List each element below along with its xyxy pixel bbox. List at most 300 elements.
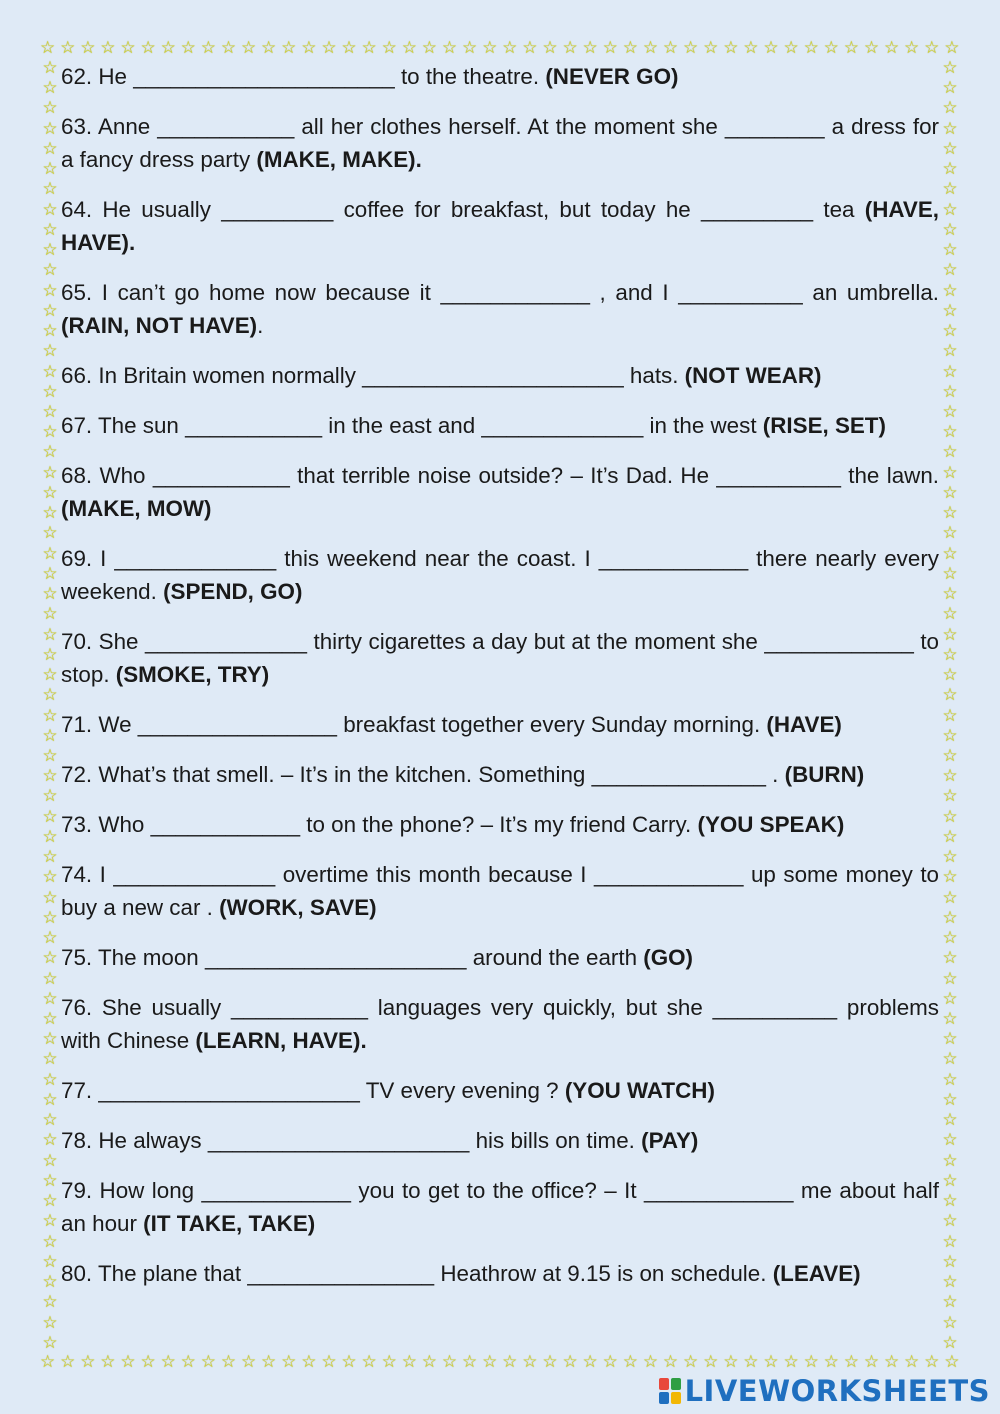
exercise-text: 71. We [61,712,138,737]
star-icon: ☆ [140,38,156,57]
answer-blank[interactable]: ____________ [150,812,301,837]
star-icon: ☆ [942,1029,958,1049]
star-icon: ☆ [942,1312,958,1332]
answer-blank[interactable]: ________ [724,114,825,139]
star-icon: ☆ [942,523,958,543]
exercise-text: overtime this month because I [275,862,595,887]
star-icon: ☆ [942,300,958,320]
exercise-text: 67. The sun [61,413,186,438]
star-icon: ☆ [42,1029,58,1049]
star-icon: ☆ [942,1211,958,1231]
star-icon: ☆ [942,503,958,523]
star-icon: ☆ [942,907,958,927]
star-icon: ☆ [281,1352,297,1371]
verb-hint: (LEARN, HAVE). [195,1028,367,1053]
star-icon: ☆ [942,1130,958,1150]
star-icon: ☆ [823,1352,839,1371]
star-icon: ☆ [42,867,58,887]
star-icon: ☆ [261,38,277,57]
exercise-text: thirty cigarettes a day but at the moment she [306,629,765,654]
star-icon: ☆ [42,321,58,341]
star-icon: ☆ [942,199,958,219]
star-icon: ☆ [42,563,58,583]
star-icon: ☆ [180,38,196,57]
exercise-77 [61,1074,939,1107]
star-icon: ☆ [562,1352,578,1371]
exercise-text: in the west [643,413,763,438]
star-icon: ☆ [421,38,438,57]
exercise-text: 63. Anne [61,114,158,139]
star-icon: ☆ [42,543,58,563]
answer-blank[interactable]: __________ [712,995,838,1020]
star-icon: ☆ [100,1352,116,1371]
star-icon: ☆ [42,280,58,300]
exercise-text: tea [813,197,865,222]
star-icon: ☆ [942,948,958,968]
star-icon: ☆ [42,219,58,239]
star-icon: ☆ [942,766,958,786]
star-icon: ☆ [42,1312,58,1332]
star-icon: ☆ [42,138,58,158]
star-icon: ☆ [401,38,417,57]
verb-hint: (BURN) [784,762,865,787]
star-icon: ☆ [942,1272,958,1292]
star-icon: ☆ [42,685,58,705]
star-icon: ☆ [42,503,58,523]
star-icon: ☆ [942,725,958,745]
exercise-text: 72. What’s that smell. – It’s in the kitchen. Something [61,762,592,787]
exercise-80 [61,1257,939,1290]
star-icon: ☆ [942,341,958,361]
exercise-text: 79. How long [61,1178,202,1203]
star-icon: ☆ [42,58,58,77]
star-icon: ☆ [42,968,58,988]
answer-blank[interactable]: ____________ [764,629,914,654]
star-icon: ☆ [42,665,58,685]
exercise-text: . [765,762,785,787]
exercise-text: his bills on time. [469,1128,642,1153]
star-icon: ☆ [42,584,58,604]
verb-hint: (SPEND, GO) [163,579,303,604]
answer-blank[interactable]: ______________ [591,762,766,787]
answer-blank[interactable]: ___________ [157,114,295,139]
exercise-text: 73. Who [61,812,151,837]
star-icon: ☆ [944,38,960,57]
star-icon: ☆ [703,38,719,57]
star-icon: ☆ [942,705,958,725]
star-icon: ☆ [200,1352,216,1371]
star-icon: ☆ [42,604,58,624]
verb-hint: (MAKE, MAKE). [256,147,422,172]
exercise-text: this weekend near the coast. I [276,546,599,571]
logo-icon-square [659,1378,669,1390]
star-icon: ☆ [783,38,799,57]
star-icon: ☆ [42,98,58,118]
star-icon: ☆ [942,624,958,644]
star-icon: ☆ [942,482,958,502]
star-icon: ☆ [42,928,58,948]
exercise-text: me about half an hour [61,1178,939,1236]
star-icon: ☆ [80,1352,96,1371]
star-icon: ☆ [942,1231,958,1251]
star-icon: ☆ [441,38,458,57]
star-icon: ☆ [140,1352,156,1371]
star-icon: ☆ [542,38,558,57]
verb-hint: (PAY) [641,1128,699,1153]
exercise-70 [61,625,939,691]
star-icon: ☆ [942,1069,958,1089]
exercise-text: 77. [61,1078,99,1103]
answer-blank[interactable]: _____________ [113,862,276,887]
star-icon: ☆ [240,38,257,57]
exercise-78 [61,1124,939,1157]
star-icon: ☆ [843,38,859,57]
verb-hint: (HAVE) [766,712,842,737]
star-icon: ☆ [683,38,699,57]
worksheet-border [40,38,960,1372]
exercise-68 [61,459,939,525]
logo-icon-square [671,1378,681,1390]
star-icon: ☆ [942,381,958,401]
star-icon: ☆ [942,280,958,300]
exercise-73 [61,808,939,841]
star-icon: ☆ [942,644,958,664]
exercise-76 [61,991,939,1057]
verb-hint: (RAIN, NOT HAVE) [61,313,258,338]
star-icon: ☆ [361,1352,377,1371]
exercise-69 [61,542,939,608]
star-icon: ☆ [642,38,659,57]
star-icon: ☆ [301,38,317,57]
star-icon: ☆ [942,584,958,604]
star-icon: ☆ [42,887,58,907]
exercise-text: 66. In Britain women normally [61,363,363,388]
answer-blank[interactable]: _____________________ [362,363,624,388]
answer-blank[interactable]: __________ [678,280,803,305]
star-icon: ☆ [942,847,958,867]
star-icon: ☆ [42,260,58,280]
star-icon: ☆ [341,1352,357,1371]
exercise-text: the lawn. [840,463,939,488]
star-icon: ☆ [120,1352,136,1371]
answer-blank[interactable]: ____________ [644,1178,794,1203]
answer-blank[interactable]: __________ [716,463,841,488]
star-border-left [40,58,60,1352]
exercise-64 [61,193,939,259]
exercise-text: to the theatre. [394,64,546,89]
star-icon: ☆ [942,604,958,624]
star-icon: ☆ [220,1352,237,1371]
exercise-text: to on the phone? – It’s my friend Carry. [300,812,698,837]
answer-blank[interactable]: _____________________ [204,945,467,970]
star-icon: ☆ [942,1170,958,1190]
star-icon: ☆ [401,1352,417,1371]
exercise-text: around the earth [466,945,644,970]
star-icon: ☆ [42,806,58,826]
answer-blank[interactable]: _____________________ [98,1078,360,1103]
star-icon: ☆ [942,422,958,442]
star-icon: ☆ [42,1150,58,1170]
star-icon: ☆ [220,38,237,57]
exercise-text: there nearly every weekend. [61,546,939,604]
answer-blank[interactable]: _________ [221,197,334,222]
star-icon: ☆ [602,1352,618,1371]
star-border-top [40,38,960,58]
exercise-text: problems with Chinese [61,995,939,1053]
star-icon: ☆ [281,38,297,57]
star-icon: ☆ [42,159,58,179]
answer-blank[interactable]: _________ [701,197,814,222]
star-icon: ☆ [942,968,958,988]
exercise-text: 76. She usually [61,995,232,1020]
verb-hint: (WORK, SAVE) [219,895,377,920]
star-icon: ☆ [42,826,58,846]
star-icon: ☆ [942,179,958,199]
exercise-text: 75. The moon [61,945,205,970]
star-icon: ☆ [883,38,900,57]
star-icon: ☆ [381,1352,397,1371]
answer-blank[interactable]: ____________ [598,546,749,571]
star-icon: ☆ [942,1332,958,1352]
star-icon: ☆ [200,38,216,57]
star-icon: ☆ [301,1352,317,1371]
star-icon: ☆ [944,1352,960,1371]
star-icon: ☆ [542,1352,558,1371]
star-icon: ☆ [803,1352,819,1371]
logo-icon [659,1378,681,1404]
star-icon: ☆ [942,98,958,118]
exercise-text: languages very quickly, but she [368,995,713,1020]
star-icon: ☆ [942,786,958,806]
star-icon: ☆ [42,462,58,482]
star-icon: ☆ [602,38,618,57]
exercise-63 [61,110,939,176]
exercise-text: to stop. [61,629,939,687]
star-icon: ☆ [42,422,58,442]
star-icon: ☆ [942,219,958,239]
star-icon: ☆ [42,482,58,502]
answer-blank[interactable]: ___________ [152,463,290,488]
star-icon: ☆ [942,321,958,341]
star-icon: ☆ [42,523,58,543]
star-icon: ☆ [942,1049,958,1069]
star-icon: ☆ [823,38,839,57]
star-icon: ☆ [42,1130,58,1150]
exercise-text: all her clothes herself. At the moment she [294,114,725,139]
exercise-text: 62. He [61,64,134,89]
star-icon: ☆ [522,38,538,57]
star-icon: ☆ [942,401,958,421]
star-icon: ☆ [42,341,58,361]
star-icon: ☆ [42,624,58,644]
star-icon: ☆ [942,78,958,98]
exercise-text: 70. She [61,629,146,654]
star-icon: ☆ [42,1231,58,1251]
star-border-right [940,58,960,1352]
star-icon: ☆ [42,1332,58,1352]
star-icon: ☆ [942,361,958,381]
exercise-72 [61,758,939,791]
exercise-65 [61,276,939,342]
answer-blank[interactable]: _____________ [481,413,644,438]
star-icon: ☆ [562,38,578,57]
star-icon: ☆ [723,1352,739,1371]
star-icon: ☆ [42,78,58,98]
star-icon: ☆ [42,644,58,664]
star-icon: ☆ [341,38,357,57]
exercise-text: breakfast together every Sunday morning. [337,712,767,737]
star-icon: ☆ [381,38,397,57]
star-icon: ☆ [942,1110,958,1130]
star-icon: ☆ [100,38,116,57]
exercise-74 [61,858,939,924]
star-icon: ☆ [942,442,958,462]
verb-hint: (RISE, SET) [762,413,886,438]
star-icon: ☆ [942,745,958,765]
star-icon: ☆ [502,38,518,57]
star-icon: ☆ [942,665,958,685]
star-icon: ☆ [42,1251,58,1271]
star-icon: ☆ [42,847,58,867]
star-icon: ☆ [80,38,96,57]
star-icon: ☆ [783,1352,799,1371]
star-icon: ☆ [42,179,58,199]
star-icon: ☆ [180,1352,196,1371]
star-icon: ☆ [42,118,58,138]
answer-blank[interactable]: _____________ [145,629,307,654]
star-icon: ☆ [942,260,958,280]
answer-blank[interactable]: _______________ [247,1261,435,1286]
star-icon: ☆ [642,1352,659,1371]
star-icon: ☆ [942,462,958,482]
star-icon: ☆ [622,1352,638,1371]
exercise-text: TV every evening ? [359,1078,565,1103]
star-icon: ☆ [942,685,958,705]
answer-blank[interactable]: ____________ [594,862,744,887]
exercise-text: you to get to the office? – It [350,1178,645,1203]
star-icon: ☆ [42,725,58,745]
star-icon: ☆ [42,786,58,806]
star-icon: ☆ [42,705,58,725]
star-icon: ☆ [803,38,819,57]
star-icon: ☆ [703,1352,719,1371]
star-icon: ☆ [942,1150,958,1170]
star-icon: ☆ [42,1069,58,1089]
star-icon: ☆ [743,1352,759,1371]
star-icon: ☆ [42,1089,58,1109]
exercise-text: that terrible noise outside? – It’s Dad. He [289,463,717,488]
verb-hint: (YOU WATCH) [564,1078,715,1103]
star-icon: ☆ [60,38,76,57]
star-icon: ☆ [42,907,58,927]
exercise-text: , and I [589,280,679,305]
answer-blank[interactable]: _____________________ [133,64,395,89]
star-icon: ☆ [42,442,58,462]
exercise-text: 80. The plane that [61,1261,248,1286]
star-icon: ☆ [42,1292,58,1312]
star-icon: ☆ [942,867,958,887]
star-icon: ☆ [942,1009,958,1029]
star-icon: ☆ [160,38,176,57]
verb-hint: (GO) [643,945,694,970]
star-icon: ☆ [942,928,958,948]
star-icon: ☆ [482,38,498,57]
exercise-text: an umbrella. [802,280,940,305]
star-icon: ☆ [582,38,598,57]
star-icon: ☆ [42,1191,58,1211]
verb-hint: (IT TAKE, TAKE) [143,1211,316,1236]
answer-blank[interactable]: ___________ [231,995,369,1020]
star-border-bottom [40,1352,960,1372]
star-icon: ☆ [160,1352,176,1371]
star-icon: ☆ [42,766,58,786]
star-icon: ☆ [942,563,958,583]
star-icon: ☆ [622,38,638,57]
star-icon: ☆ [441,1352,458,1371]
star-icon: ☆ [582,1352,598,1371]
verb-hint: (MAKE, MOW) [61,496,212,521]
exercise-66 [61,359,939,392]
star-icon: ☆ [942,1089,958,1109]
exercise-text: coffee for breakfast, but today he [333,197,702,222]
exercise-text: 69. I [61,546,115,571]
exercise-62 [61,60,939,93]
star-icon: ☆ [942,118,958,138]
verb-hint: (NEVER GO) [545,64,679,89]
star-icon: ☆ [863,38,880,57]
verb-hint: (SMOKE, TRY) [115,662,270,687]
star-icon: ☆ [924,38,940,57]
liveworksheets-logo[interactable] [659,1374,990,1408]
star-icon: ☆ [42,1211,58,1231]
exercise-text: . [257,313,264,338]
answer-blank[interactable]: ____________ [440,280,590,305]
star-icon: ☆ [361,38,377,57]
answer-blank[interactable]: ___________ [185,413,323,438]
star-icon: ☆ [843,1352,859,1371]
star-icon: ☆ [942,887,958,907]
exercise-text: a dress for a fancy dress party [61,114,940,172]
star-icon: ☆ [40,38,56,57]
star-icon: ☆ [942,1292,958,1312]
star-icon: ☆ [863,1352,880,1371]
star-icon: ☆ [942,1251,958,1271]
exercise-text: up some money to buy a new car . [61,862,939,920]
star-icon: ☆ [942,240,958,260]
star-icon: ☆ [42,1170,58,1190]
star-icon: ☆ [42,1009,58,1029]
exercise-text: 65. I can’t go home now because it [61,280,441,305]
answer-blank[interactable]: ________________ [137,712,337,737]
star-icon: ☆ [924,1352,940,1371]
exercise-75 [61,941,939,974]
star-icon: ☆ [942,138,958,158]
star-icon: ☆ [42,240,58,260]
answer-blank[interactable]: _____________________ [207,1128,470,1153]
star-icon: ☆ [942,1191,958,1211]
star-icon: ☆ [942,988,958,1008]
star-icon: ☆ [942,543,958,563]
star-icon: ☆ [321,1352,337,1371]
exercise-79 [61,1174,939,1240]
star-icon: ☆ [502,1352,518,1371]
answer-blank[interactable]: ____________ [201,1178,351,1203]
answer-blank[interactable]: _____________ [114,546,277,571]
exercise-text: in the east and [322,413,482,438]
exercise-text: 64. He usually [61,197,222,222]
star-icon: ☆ [763,38,779,57]
star-icon: ☆ [120,38,136,57]
